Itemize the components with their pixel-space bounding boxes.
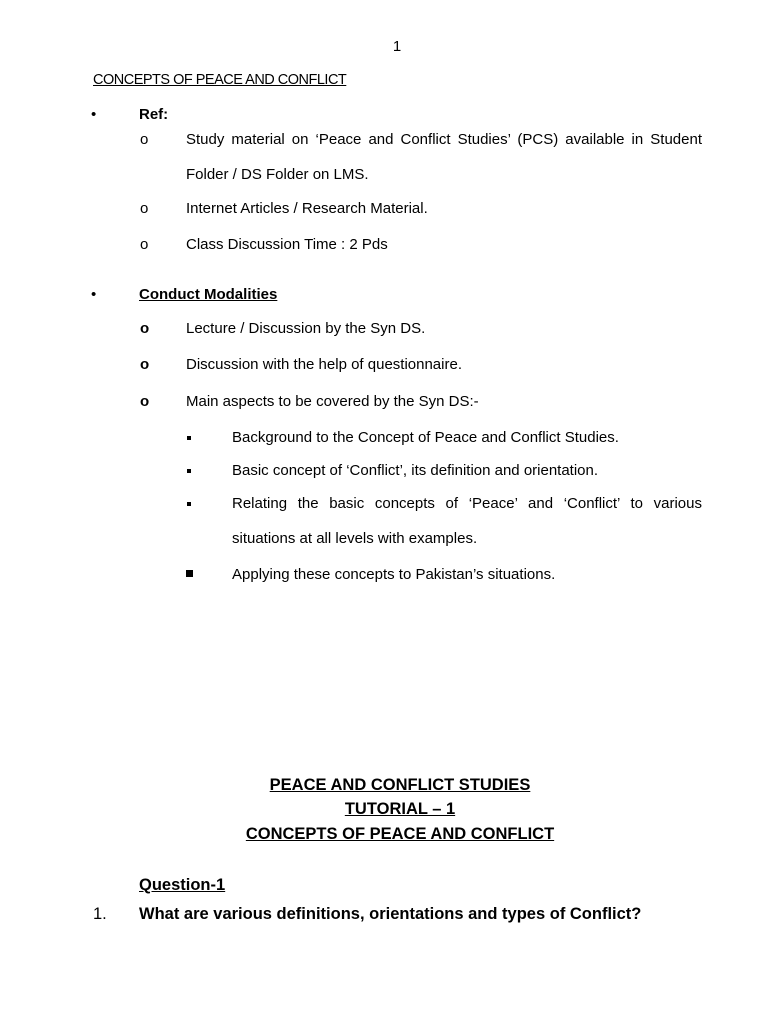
question-label: Question-1 (139, 876, 226, 894)
conduct-item-1: Lecture / Discussion by the Syn DS. (186, 320, 426, 337)
conduct-modalities-label: Conduct Modalities (139, 286, 278, 303)
ref-item-1-line2: Folder / DS Folder on LMS. (186, 166, 369, 183)
ref-item-1-line1: Study material on ‘Peace and Conflict Studies’ (PCS) available in Student (186, 131, 702, 148)
square-bullet-icon (187, 436, 191, 440)
sub-item-1: Background to the Concept of Peace and Conflict Studies. (232, 429, 619, 446)
square-bullet-icon (187, 502, 191, 506)
tutorial-heading-number: TUTORIAL – 1 (344, 800, 456, 818)
conduct-item-3: Main aspects to be covered by the Syn DS:- (186, 393, 479, 410)
square-bullet-icon (187, 469, 191, 473)
ref-item-3: Class Discussion Time : 2 Pds (186, 236, 388, 253)
circle-bullet-icon: o (140, 320, 150, 337)
sub-item-3-line2: situations at all levels with examples. (232, 530, 478, 547)
ref-label: Ref: (139, 106, 169, 123)
bullet-icon: • (91, 286, 97, 303)
circle-bullet-icon: o (140, 236, 149, 253)
sub-item-3-line1: Relating the basic concepts of ‘Peace’ and ‘Conflict’ to various (232, 495, 702, 512)
bullet-icon: • (91, 106, 97, 123)
circle-bullet-icon: o (140, 393, 150, 410)
question-text: What are various definitions, orientations and types of Conflict? (139, 905, 642, 923)
sub-item-4: Applying these concepts to Pakistan’s situations. (232, 566, 556, 583)
page-number: 1 (392, 38, 402, 55)
sub-item-2: Basic concept of ‘Conflict’, its definition and orientation. (232, 462, 599, 479)
square-bullet-icon (186, 570, 193, 577)
question-number: 1. (93, 905, 107, 923)
tutorial-heading-course: PEACE AND CONFLICT STUDIES (269, 776, 531, 794)
document-header-title: CONCEPTS OF PEACE AND CONFLICT (93, 72, 347, 88)
circle-bullet-icon: o (140, 200, 149, 217)
circle-bullet-icon: o (140, 356, 150, 373)
ref-item-2: Internet Articles / Research Material. (186, 200, 428, 217)
circle-bullet-icon: o (140, 131, 149, 148)
conduct-item-2: Discussion with the help of questionnaire. (186, 356, 462, 373)
tutorial-heading-topic: CONCEPTS OF PEACE AND CONFLICT (245, 825, 555, 843)
